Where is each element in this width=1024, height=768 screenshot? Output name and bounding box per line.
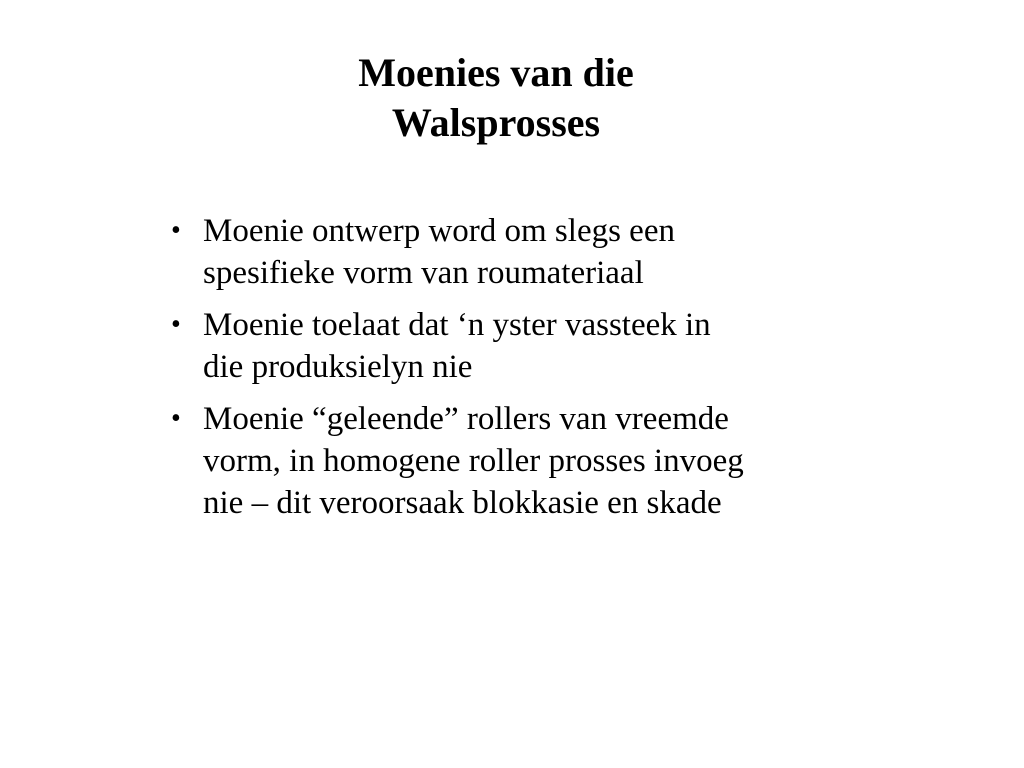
slide-title-line-2: Walsprosses — [391, 100, 601, 145]
bullet-list — [163, 210, 883, 534]
slide-title — [300, 48, 692, 148]
bullet-text-1 — [203, 210, 883, 294]
bullet-dot-icon: • — [171, 309, 181, 340]
bullet-1-line-1: Moenie ontwerp word om slegs een — [203, 213, 675, 249]
bullet-item-3 — [163, 398, 883, 524]
bullet-2-line-2: die produksielyn nie — [203, 349, 473, 385]
bullet-dot-icon: • — [171, 215, 181, 246]
bullet-3-line-3: nie – dit veroorsaak blokkasie en skade — [203, 485, 722, 521]
bullet-3-line-2: vorm, in homogene roller prosses invoeg — [203, 443, 744, 479]
bullet-text-2 — [203, 304, 883, 388]
bullet-dot-icon: • — [171, 403, 181, 434]
bullet-3-line-1: Moenie “geleende” rollers van vreemde — [203, 401, 729, 437]
bullet-item-1 — [163, 210, 883, 294]
bullet-1-line-2: spesifieke vorm van roumateriaal — [203, 255, 644, 291]
bullet-item-2 — [163, 304, 883, 388]
bullet-text-3 — [203, 398, 883, 524]
slide-title-line-1: Moenies van die — [358, 50, 634, 95]
bullet-2-line-1: Moenie toelaat dat ‘n yster vassteek in — [203, 307, 711, 343]
